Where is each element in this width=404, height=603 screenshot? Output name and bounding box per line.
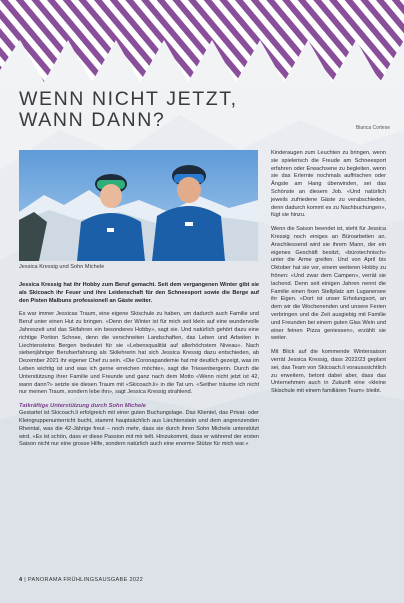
photo-caption: Jessica Kressig und Sohn Michele	[19, 264, 105, 270]
body-paragraph-1: Es war immer Jessicas Traum, eine eigene Skischule zu haben, um dadurch auch Familie und Beruf unter einen Hut zu bringen. «Denn der Winter ist für mich seit klein auf eine wundervolle Jahreszeit und das Skifahren ein besonderes Hobby», sagt sie. Und natürlich gehört dazu eine richtige Portion Schnee, denn die verschneiten Landschaften, das Leben und Arbeiten in Liechtensteins Bergen bedeutet für sie «Lebensqualität auf allerhöchstem Niveau». Nach siebenjähriger Berufserfahrung als Skilehrerin hat sich Jessica Kressig dazu entschieden, ab Dezember 2021 ihr eigener Chef zu sein. «Die Coronapandemie hat mir deutlich gezeigt, was im Leben wichtig ist und was ich gerne erreichen möchte», sagt die Triesenbergerin. Durch die Unterstützung ihrer Familie und Freunde und ganz nach dem Motto «Wenn nicht jetzt ist 42, wann dann?» setzte sie diesen Traum mit «Skicoach.li» in die Tat um. «Seither träume ich nicht nur meinen Traum, sondern lebe ihn», sagt Jessica Kressig strahlend.	[19, 311, 259, 396]
lead-paragraph: Jessica Kressig hat ihr Hobby zum Beruf gemacht. Seit dem vergangenen Winter gibt sie als Skicoach ihr Feuer und ihre Leidenschaft für den Schneesport sowie die Berge auf den Pisten Malbuns professionell an Gäste weiter.	[19, 282, 259, 304]
article-photo	[19, 150, 258, 261]
body-paragraph-2: Gestartet ist Skicoach.li erfolgreich mit einer guten Buchungslage. Das Klientel, das Privat- oder Kleingruppenunterricht bucht, stammt hauptsächlich aus Liechtenstein und dem angrenzenden Rheintal, was die 42-Jährige freut – noch mehr, dass sie durch ihren Sohn Michele unterstützt wird. «Es ist schön, dass er diese Passion mit mir teilt. Hinzukommt, dass er während der ersten Saison nicht nur eine grosse Hilfe, sondern natürlich auch eine enorme Stütze für mich war.»	[19, 410, 259, 448]
right-column	[271, 150, 386, 402]
right-paragraph-3: Mit Blick auf die kommende Wintersaison verrät Jessica Kressig, dass 2022/23 geplant sei, das Team von Skicoach.li vorausssichtlich zu erweitern, betont dabei aber, dass das Unternehmen auch in Zukunft eine «kleine Skischule mit einem familiären Team» bleibt.	[271, 349, 386, 395]
footer-text: | PANORAMA FRÜHLINGSAUSGABE 2022	[24, 577, 144, 583]
right-paragraph-1: Kinderaugen zum Leuchten zu bringen, wenn sie spielerisch die Freude am Schneesport erfahren oder Erwachsene zu begleiten, wenn sie das Erlernte nochmals auffrischen oder Ängste am Hang überwinden, sei das Schönste an diesem Job. «Und natürlich jeweils zufriedene Gäste zu verabschieden, denn dadurch kommt es zu Nachbuchungen», fügt sie hinzu.	[271, 150, 386, 219]
page-footer	[19, 577, 143, 583]
page-title	[19, 89, 259, 131]
photo-credit: Bianca Cortese	[355, 125, 390, 131]
subheading: Tatkräftige Unterstützung durch Sohn Michele	[19, 403, 147, 410]
right-paragraph-2: Wenn die Saison beendet ist, steht für Jessica Kressig noch einiges an Büroarbeiten an. Anschliessend wird sie ihrem Mann, der ein eigenes Geschäft besitzt, «bürotechnisch» unter die Arme greifen. Und von April bis Oktober hat sie vor, einem weiteren Hobby zu frönen: «Und zwar dem Campen», verrät sie lachend. Denn seit einigen Jahren nennt die Familie einen fixen Stellplatz am Luganersee ihr Eigen. «Dort ist unser Erholungsort, an dem wir die Wochenenden und unsere Ferien verbringen und die Zeit ausgiebig mit Familie und Freunden bei einem guten Glas Wein und einer feinen Pizza geniessen», erzählt sie weiter.	[271, 226, 386, 342]
title-line-1: WENN NICHT JETZT,	[19, 88, 238, 110]
title-line-2: WANN DANN?	[19, 109, 166, 131]
left-column	[19, 282, 259, 455]
page-number: 4	[19, 577, 23, 583]
